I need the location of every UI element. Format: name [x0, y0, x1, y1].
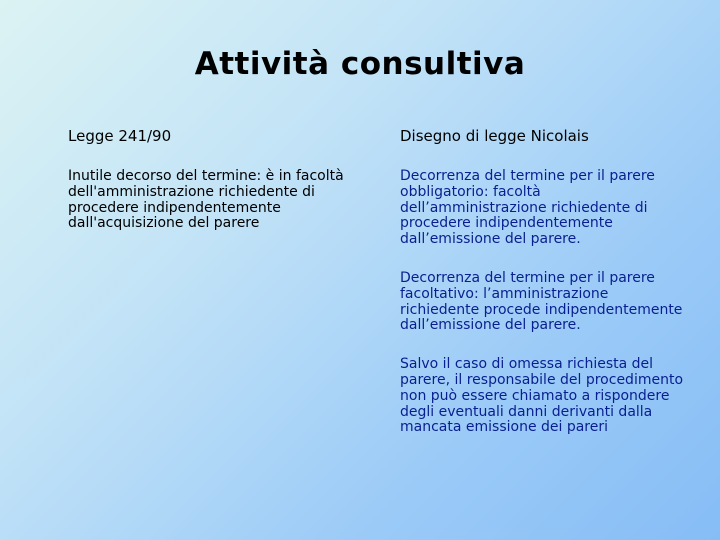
right-column	[400, 127, 685, 459]
left-column	[68, 127, 368, 255]
slide-title: Attività consultiva	[194, 46, 526, 82]
right-column-paragraph-mandatory-opinion: Decorrenza del termine per il parere obbligatorio: facoltà dell’amministrazione richiedente di procedere indipendentemente dall’emissione del parere.	[400, 168, 655, 248]
left-column-heading: Legge 241/90	[68, 127, 172, 145]
left-column-paragraph: Inutile decorso del termine: è in facoltà dell'amministrazione richiedente di procedere indipendentemente dall'acquisizione del parere	[68, 168, 344, 232]
right-column-heading: Disegno di legge Nicolais	[400, 127, 589, 145]
right-column-paragraph-liability: Salvo il caso di omessa richiesta del parere, il responsabile del procedimento non può essere chiamato a rispondere degli eventuali danni derivanti dalla mancata emissione dei pareri	[400, 356, 684, 436]
right-column-paragraph-optional-opinion: Decorrenza del termine per il parere facoltativo: l’amministrazione richiedente procede indipendentemente dall’emissione del parere.	[400, 269, 683, 334]
